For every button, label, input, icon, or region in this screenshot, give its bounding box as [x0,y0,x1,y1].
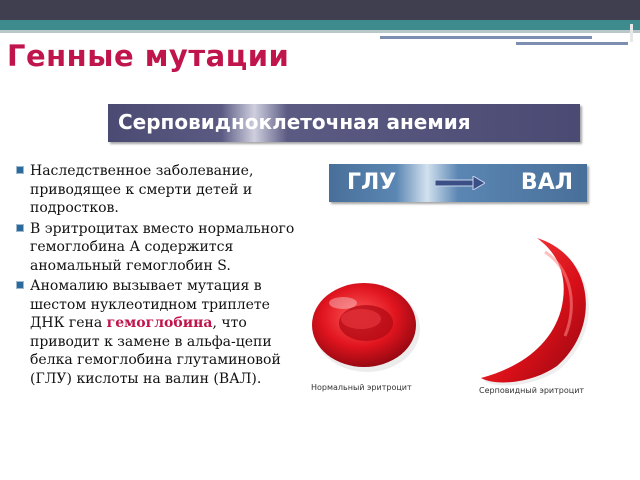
header-light-stripe [0,30,640,33]
bullet-list [14,162,304,390]
bullet-item [14,220,304,276]
amino-from-label: ГЛУ [347,170,397,195]
bullet-text: В эритроцитах вместо нормального гемоглобина А содержится аномальный гемоглобин S. [30,220,295,274]
bullet-text-after: , что приводит к замене в альфа-цепи белка гемоглобина глутаминовой (ГЛУ) кислоты на валин (ВАЛ). [30,315,281,387]
decor-line [380,36,592,39]
amino-to-label: ВАЛ [520,170,573,195]
normal-cell-caption: Нормальный эритроцит [311,383,412,392]
red-blood-cell-image [312,283,420,372]
header-teal-stripe [0,20,640,30]
bullet-text: Наследственное заболевание, приводящее к смерти детей и подростков. [30,163,254,216]
bullet-item [14,277,304,388]
sickle-cell-image [481,238,589,385]
right-arrow-icon [435,176,485,190]
bullet-square-icon [16,281,24,289]
header-band [0,0,640,40]
bullet-item [14,162,304,218]
sickle-cell-caption: Серповидный эритроцит [479,386,585,395]
header-dark-stripe [0,0,640,20]
decor-line [516,42,628,45]
amino-acid-substitution [329,164,587,202]
page-title: Генные мутации [7,39,290,73]
decor-line [630,24,633,42]
cells-illustration [305,208,605,388]
banner-label: Серповидноклеточная анемия [118,110,471,134]
bullet-square-icon [16,166,24,174]
highlighted-term: гемоглобина [106,315,213,331]
bullet-square-icon [16,224,24,232]
topic-banner [108,104,580,142]
bullet-text-before: Аномалию вызывает мутация в шестом нуклеотидном триплете ДНК гена [30,278,270,331]
